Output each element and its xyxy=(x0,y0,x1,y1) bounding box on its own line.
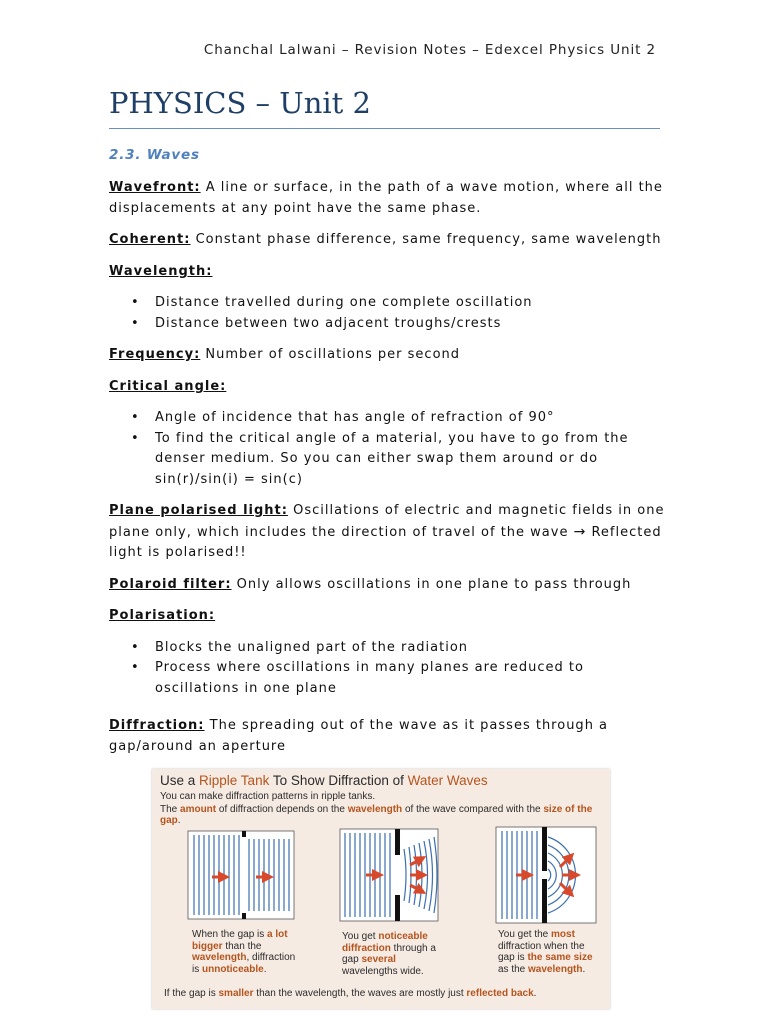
caption-highlight: a lot bigger xyxy=(192,929,288,952)
critical-angle-heading xyxy=(109,377,669,398)
footnote-part: If the gap is xyxy=(164,988,219,999)
subtitle-highlight: wavelength xyxy=(347,804,403,815)
term-wavelength: Wavelength: xyxy=(109,263,213,279)
running-header: Chanchal Lalwani – Revision Notes – Edexcel Physics Unit 2 xyxy=(203,42,656,58)
plane-polarised-text-2: Reflected light is polarised!! xyxy=(109,524,662,560)
page-title: PHYSICS – Unit 2 xyxy=(109,86,371,120)
figure-title-highlight: Ripple Tank xyxy=(199,773,270,788)
figure-title-part: Use a xyxy=(160,773,200,788)
caption-part: When the gap is xyxy=(192,929,268,940)
term-plane-polarised-light: Plane polarised light: xyxy=(109,503,288,518)
caption-part: as the xyxy=(498,963,529,975)
list-item: • Distance travelled during one complete oscillation xyxy=(155,293,669,314)
term-coherent: Coherent: xyxy=(109,232,191,247)
polarisation-list xyxy=(109,638,669,700)
caption-part: than the xyxy=(222,940,262,952)
polaroid-text: Only allows oscillations in one plane to pass through xyxy=(231,576,632,592)
list-item: • Angle of incidence that has angle of refraction of 90° xyxy=(155,408,669,429)
plane-polarised-text: Oscillations of electric and magnetic fields in one plane only, which includes the direction of travel of the wave xyxy=(109,503,665,540)
caption-part: . xyxy=(582,963,586,975)
subtitle-highlight: amount xyxy=(180,804,217,815)
figure-title-part: To Show Diffraction of xyxy=(269,773,408,788)
caption-highlight: wavelength xyxy=(528,963,583,975)
term-polarisation: Polarisation: xyxy=(109,608,216,623)
figure-title-highlight: Water Waves xyxy=(407,773,488,788)
frequency-text: Number of oscillations per second xyxy=(200,347,461,362)
subtitle-part: The xyxy=(160,804,181,815)
footnote-highlight: reflected back xyxy=(466,988,534,999)
caption-part: through a gap xyxy=(342,942,436,965)
caption-highlight: several xyxy=(361,954,396,965)
polaroid-definition xyxy=(109,575,669,596)
ripple-tank-figure xyxy=(152,769,610,1009)
subtitle-part: of the wave compared with the xyxy=(402,804,544,815)
term-polaroid-filter: Polaroid filter: xyxy=(109,576,232,592)
term-frequency: Frequency: xyxy=(109,347,201,362)
list-item: • Blocks the unaligned part of the radiation xyxy=(155,638,669,659)
critical-angle-list xyxy=(109,408,669,490)
caption-highlight: unnoticeable xyxy=(202,963,264,975)
term-wavefront: Wavefront: xyxy=(109,180,201,195)
caption-part: You get xyxy=(342,931,379,942)
wavelength-list xyxy=(109,293,669,334)
subtitle-part: of diffraction depends on the xyxy=(216,804,348,815)
list-item: • To find the critical angle of a material, you have to go from the denser medium. So you can either swap them around or do sin(r)/sin(i) = sin(c) xyxy=(155,429,669,491)
wide-gap-panel xyxy=(188,831,294,919)
section-heading: 2.3. Waves xyxy=(109,147,200,163)
subtitle-part: . xyxy=(177,815,181,826)
list-item: • Distance between two adjacent troughs/crests xyxy=(155,314,669,335)
frequency-definition xyxy=(109,345,669,366)
wavelength-heading xyxy=(109,262,669,283)
wavefront-text: A line or surface, in the path of a wave motion, where all the displacements at any point have the same phase. xyxy=(109,180,663,216)
right-arrow-icon: → xyxy=(573,523,587,540)
caption-part: You get the xyxy=(498,929,552,940)
coherent-text: Constant phase difference, same frequency, same wavelength xyxy=(190,232,662,247)
caption-wide-gap xyxy=(192,929,302,975)
subtitle-highlight: size of the gap xyxy=(160,804,593,826)
footnote-highlight: smaller xyxy=(218,988,254,999)
figure-footnote xyxy=(164,988,536,999)
term-diffraction: Diffraction: xyxy=(109,718,205,733)
caption-highlight: the same size xyxy=(527,952,593,963)
plane-polarised-definition xyxy=(109,501,669,564)
medium-gap-panel xyxy=(340,829,438,921)
footnote-part: . xyxy=(533,988,537,999)
notes-content xyxy=(109,178,669,768)
caption-part: . xyxy=(263,963,267,975)
diffraction-definition xyxy=(109,716,669,757)
caption-narrow-gap xyxy=(498,929,602,975)
diffraction-text: The spreading out of the wave as it passes through a gap/around an aperture xyxy=(109,718,609,754)
caption-medium-gap xyxy=(342,931,454,977)
caption-part: , diffraction is xyxy=(192,952,296,975)
narrow-gap-panel xyxy=(496,827,596,923)
list-item: • Process where oscillations in many planes are reduced to oscillations in one plane xyxy=(155,658,669,699)
footnote-part: than the wavelength, the waves are mostly just xyxy=(253,988,467,999)
caption-part: diffraction when the gap is xyxy=(498,940,585,963)
polarisation-heading xyxy=(109,606,669,627)
caption-highlight: most xyxy=(551,929,575,940)
caption-highlight: noticeable diffraction xyxy=(342,931,428,954)
title-divider xyxy=(109,128,660,129)
wavefront-definition xyxy=(109,178,669,219)
figure-subtitle-1: You can make diffraction patterns in ripple tanks. xyxy=(160,791,376,802)
caption-highlight: wavelength xyxy=(192,952,247,963)
term-critical-angle: Critical angle: xyxy=(109,378,227,394)
caption-part: wavelengths wide. xyxy=(342,965,424,977)
coherent-definition xyxy=(109,230,669,251)
